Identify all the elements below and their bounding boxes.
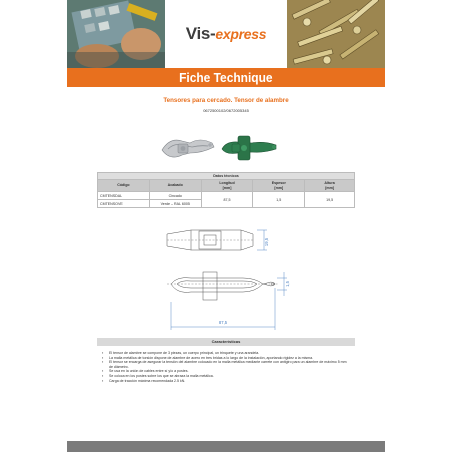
technical-drawing — [67, 212, 385, 337]
band-title: Fiche Technique — [179, 70, 273, 85]
header-espesor-label: Espesor — [271, 181, 286, 186]
technical-data-table — [97, 172, 355, 208]
cell-codigo: CMTENSDAL — [98, 192, 150, 200]
screws-photo — [287, 0, 385, 68]
header — [67, 0, 385, 68]
list-item: ▪ Carga de tracción máxima recomendada 2.5 kN. — [100, 379, 350, 384]
cell-acabado: Verde – RAL 6005 — [149, 200, 201, 208]
table-caption: Datos técnicos — [98, 173, 355, 180]
header-espesor — [253, 180, 305, 192]
green-tensioner-image — [218, 133, 280, 163]
logo-accent: express — [215, 26, 267, 42]
screws-photo-art — [287, 0, 385, 68]
cell-espesor: 1,5 — [253, 192, 305, 208]
product-title: Tensores para cercado. Tensor de alambre — [163, 97, 289, 104]
technical-sheet — [67, 0, 385, 452]
list-item: ▪ Se coloca en los postes sobre los que se abraza la malla metálica. — [100, 374, 350, 379]
characteristics-heading: Características — [97, 338, 355, 346]
logo-main: Vis- — [185, 24, 216, 43]
header-longitud — [201, 180, 253, 192]
product-codes: 0672500102/0672005345 — [203, 108, 249, 113]
cell-acabado: Cincado — [149, 192, 201, 200]
tools-photo — [67, 0, 165, 68]
vis-express-logo — [165, 0, 287, 68]
zinc-tensioner-image — [160, 133, 216, 163]
header-codigo: Código — [98, 180, 150, 192]
dim-length-label: 87,5 — [218, 320, 228, 325]
header-altura-label: Altura — [324, 181, 335, 186]
header-espesor-unit: [mm] — [274, 185, 284, 190]
dim-thickness-label: 1,5 — [285, 281, 290, 287]
list-item: ▪ La malla metálica de torsión dispone de alambre de acero en tres bridas a lo largo de la instalación, aportando rigidez a la misma. — [100, 356, 350, 361]
footer-bar — [67, 441, 385, 452]
list-item: ▪ El tensor de alambre se compone de 3 piezas, un cuerpo principal, un trinquete y una arandela. — [100, 351, 350, 356]
characteristics-list — [100, 351, 350, 383]
dim-height-label: 19,5 — [264, 237, 269, 247]
header-acabado: Acabado — [149, 180, 201, 192]
cell-codigo: CMTENSOVE — [98, 200, 150, 208]
cell-longitud: 87,5 — [201, 192, 253, 208]
list-item: ▪ Se usa en la unión de cables entre sí y/o a postes. — [100, 369, 350, 374]
table-row — [98, 192, 355, 200]
header-longitud-unit: [mm] — [222, 185, 232, 190]
list-item: ▪ El tensor se encarga de asegurar la tensión del alambre colocado en la malla metálica mediante carrete con antigiro para un alambre de máximo 5 mm de diámetro. — [100, 360, 350, 369]
header-altura — [305, 180, 355, 192]
header-longitud-label: Longitud — [219, 181, 235, 186]
title-band — [67, 68, 385, 87]
header-altura-unit: [mm] — [325, 185, 334, 190]
cell-altura: 19,5 — [305, 192, 355, 208]
logo-text — [186, 24, 267, 44]
tools-photo-art — [67, 0, 165, 68]
